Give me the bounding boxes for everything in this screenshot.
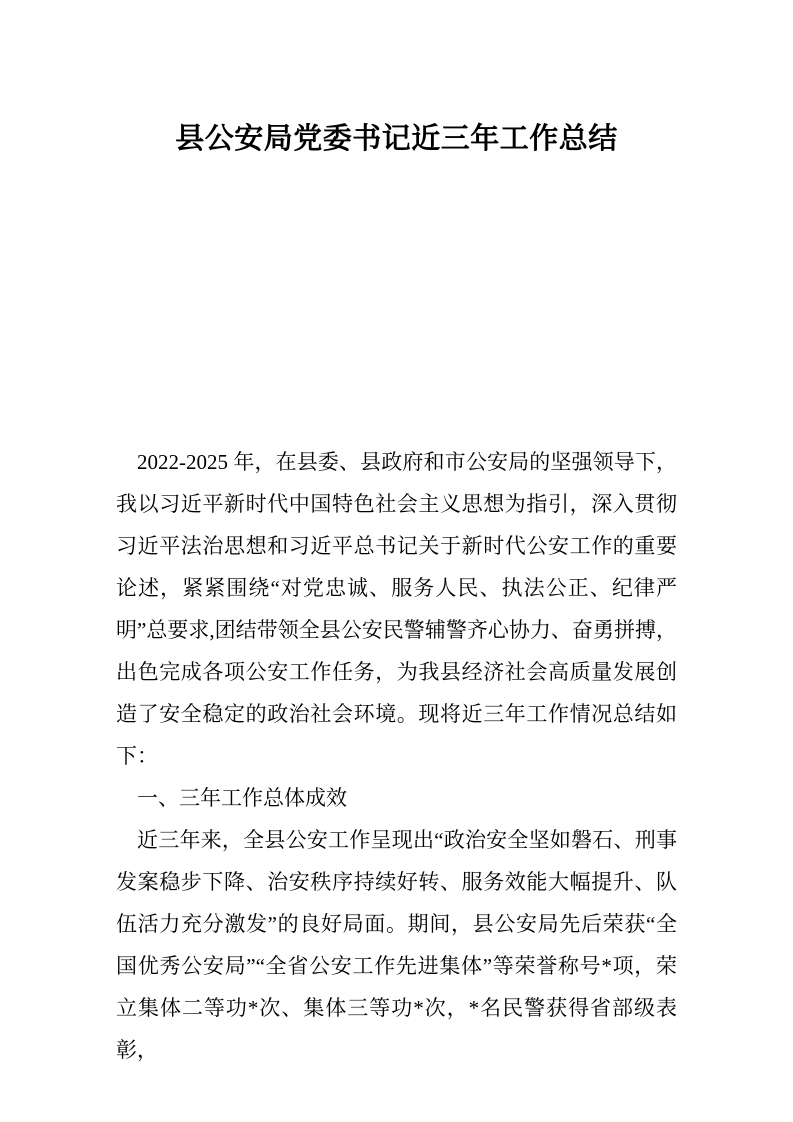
document-body: [116, 441, 677, 1071]
document-title: 县公安局党委书记近三年工作总结: [175, 123, 618, 155]
body-paragraph: 近三年来，全县公安工作呈现出“政治安全坚如磐石、刑事发案稳步下降、治安秩序持续好转、服务效能大幅提升、队伍活力充分激发”的良好局面。期间，县公安局先后荣获“全国优秀公安局”“全省公安工作先进集体”等荣誉称号*项，荣立集体二等功*次、集体三等功*次，*名民警获得省部级表彰，: [116, 828, 677, 1062]
section-heading: 一、三年工作总体成效: [137, 786, 347, 810]
body-paragraph: 2022-2025 年，在县委、县政府和市公安局的坚强领导下，我以习近平新时代中国特色社会主义思想为指引，深入贯彻习近平法治思想和习近平总书记关于新时代公安工作的重要论述，紧紧围绕“对党忠诚、服务人民、执法公正、纪律严明”总要求,团结带领全县公安民警辅警齐心协力、奋勇拼搏，出色完成各项公安工作任务，为我县经济社会高质量发展创造了安全稳定的政治社会环境。现将近三年工作情况总结如下：: [116, 450, 677, 768]
